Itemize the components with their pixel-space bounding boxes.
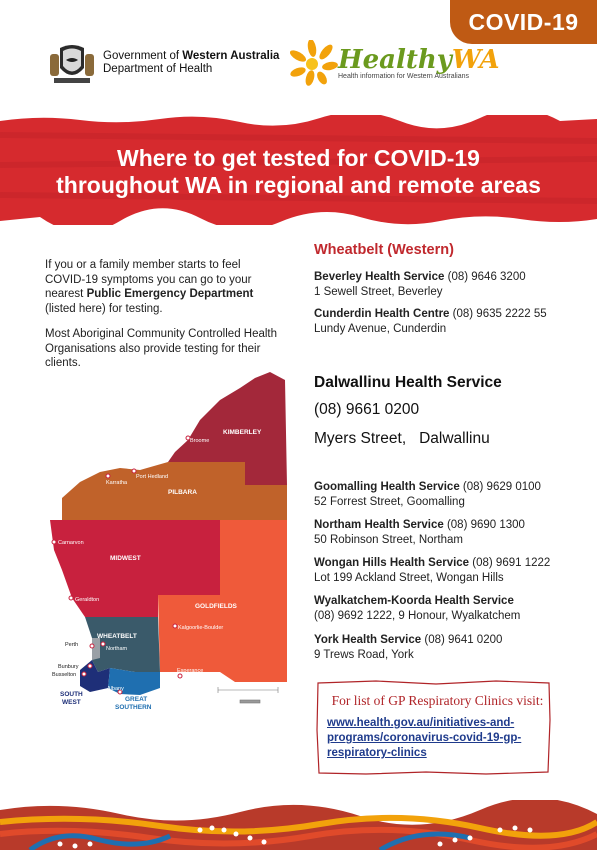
karratha-label: Karratha bbox=[106, 480, 128, 486]
wa-word: WA bbox=[451, 45, 500, 75]
kimberley-label: KIMBERLEY bbox=[223, 429, 262, 436]
government-of-western-australia-text bbox=[103, 50, 279, 76]
midwest-label: MIDWEST bbox=[110, 555, 141, 562]
service-phone: (08) 9641 0200 bbox=[421, 634, 503, 646]
intro-paragraph-1 bbox=[45, 258, 280, 316]
service-wyalkatchem-koorda bbox=[314, 594, 520, 624]
bunbury-dot bbox=[88, 664, 92, 668]
gp-clinics-link[interactable]: www.health.gov.au/initiatives-and-programs/coronavirus-covid-19-gp-respiratory-clinics bbox=[327, 717, 522, 759]
perth-dot bbox=[90, 644, 94, 648]
intro-p1-tail: (listed here) for testing. bbox=[45, 302, 163, 315]
busselton-dot bbox=[82, 672, 86, 676]
service-address: 50 Robinson Street, Northam bbox=[314, 534, 463, 546]
pilbara-label: PILBARA bbox=[168, 489, 197, 496]
goldfields-label: GOLDFIELDS bbox=[195, 603, 237, 610]
wheatbelt-label: WHEATBELT bbox=[97, 633, 137, 640]
carnarvon-dot bbox=[52, 540, 56, 544]
intro-paragraph-2: Most Aboriginal Community Controlled Health Organisations also provide testing for their clients. bbox=[45, 328, 278, 369]
department-of-health-text: Department of Health bbox=[103, 63, 213, 75]
albany-label: Albany bbox=[107, 686, 124, 692]
port-hedland-dot bbox=[132, 469, 136, 473]
public-emergency-department-text: Public Emergency Department bbox=[86, 288, 254, 300]
wa-regions-map bbox=[40, 370, 300, 715]
gov-line1-bold: Western Australia bbox=[182, 50, 280, 62]
service-name: Wongan Hills Health Service bbox=[314, 557, 470, 569]
featured-service-address: Myers Street, Dalwallinu bbox=[314, 430, 490, 447]
service-northam bbox=[314, 518, 525, 548]
gp-clinics-heading: For list of GP Respiratory Clinics visit: bbox=[331, 693, 544, 708]
service-phone: (08) 9629 0100 bbox=[459, 481, 541, 493]
service-phone: (08) 9691 1222 bbox=[469, 557, 551, 569]
busselton-label: Busselton bbox=[52, 672, 77, 678]
service-address: Lot 199 Ackland Street, Wongan Hills bbox=[314, 572, 504, 584]
metro-region bbox=[92, 638, 100, 660]
service-phone: (08) 9690 1300 bbox=[443, 519, 525, 531]
banner-title-line2: throughout WA in regional and remote areas bbox=[56, 172, 541, 198]
service-address: (08) 9692 1222, 9 Honour, Wyalkatchem bbox=[314, 610, 521, 622]
service-address: Lundy Avenue, Cunderdin bbox=[314, 323, 447, 335]
great-southern-label-2: SOUTHERN bbox=[115, 704, 152, 711]
intro-text bbox=[45, 258, 280, 382]
geraldton-dot bbox=[69, 596, 73, 600]
aboriginal-art-pattern bbox=[0, 800, 597, 850]
service-address: 1 Sewell Street, Beverley bbox=[314, 286, 443, 298]
karratha-dot bbox=[106, 474, 110, 478]
service-phone: (08) 9646 3200 bbox=[444, 271, 526, 283]
intro-p1-text: If you or a family member starts to feel COVID-19 symptoms you can go to your nearest bbox=[45, 259, 252, 300]
service-cunderdin bbox=[314, 307, 547, 337]
healthywa-tagline: Health information for Western Australians bbox=[338, 73, 469, 80]
banner-title-line1: Where to get tested for COVID-19 bbox=[117, 145, 480, 171]
south-west-label-2: WEST bbox=[62, 699, 81, 706]
service-address: 9 Trews Road, York bbox=[314, 649, 414, 661]
service-wongan-hills bbox=[314, 556, 550, 586]
service-goomalling bbox=[314, 480, 541, 510]
wa-government-crest-logo bbox=[46, 42, 98, 86]
service-phone: (08) 9635 2222 55 bbox=[449, 308, 547, 320]
service-name: Goomalling Health Service bbox=[314, 481, 460, 493]
map-scale-bar bbox=[218, 687, 278, 703]
port-hedland-label: Port Hedland bbox=[136, 474, 169, 480]
covid-19-tab: COVID-19 bbox=[450, 0, 597, 44]
service-address: 52 Forrest Street, Goomalling bbox=[314, 496, 465, 508]
gov-line1-prefix: Government of bbox=[103, 50, 183, 62]
healthywa-wordmark bbox=[338, 45, 500, 75]
featured-service-name: Dalwallinu Health Service bbox=[314, 374, 502, 391]
service-name: Beverley Health Service bbox=[314, 271, 445, 283]
featured-service-phone: (08) 9661 0200 bbox=[314, 401, 420, 418]
broome-label: Broome bbox=[190, 438, 210, 444]
south-west-label-1: SOUTH bbox=[60, 691, 83, 698]
northam-label: Northam bbox=[106, 646, 128, 652]
northam-dot bbox=[101, 642, 105, 646]
carnarvon-label: Carnarvon bbox=[58, 540, 84, 546]
kalgoorlie-dot bbox=[173, 624, 177, 628]
bunbury-label: Bunbury bbox=[58, 664, 79, 670]
service-name: Northam Health Service bbox=[314, 519, 444, 531]
perth-label: Perth bbox=[65, 642, 79, 648]
banner-title bbox=[0, 145, 597, 199]
region-title: Wheatbelt (Western) bbox=[314, 242, 454, 258]
great-southern-label-1: GREAT bbox=[125, 696, 148, 703]
esperance-label: Esperance bbox=[177, 668, 204, 674]
esperance-dot bbox=[178, 674, 182, 678]
geraldton-label: Geraldton bbox=[75, 597, 100, 603]
healthy-word: Healthy bbox=[338, 45, 452, 75]
service-york bbox=[314, 633, 502, 663]
kalgoorlie-label: Kalgoorlie-Boulder bbox=[178, 625, 224, 631]
service-name: Cunderdin Health Centre bbox=[314, 308, 450, 320]
service-name: York Health Service bbox=[314, 634, 422, 646]
service-beverley bbox=[314, 270, 526, 300]
service-name: Wyalkatchem-Koorda Health Service bbox=[314, 595, 514, 607]
